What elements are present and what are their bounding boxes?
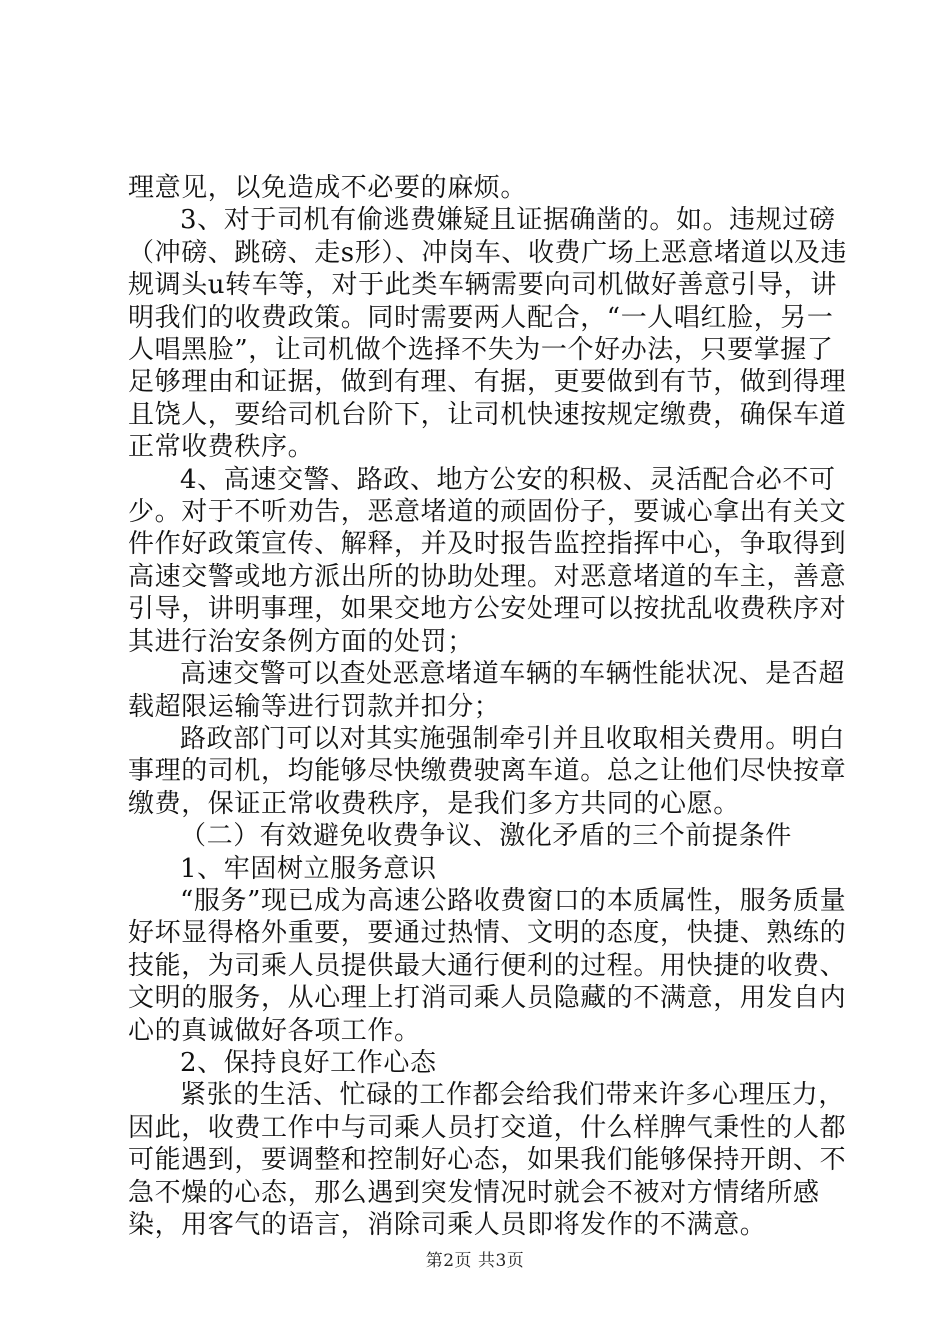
paragraph-road-admin: 路政部门可以对其实施强制牵引并且收取相关费用。明白事理的司机，均能够尽快缴费驶离车道。总之让他们尽快按章缴费，保证正常收费秩序，是我们多方共同的心愿。 xyxy=(128,723,847,819)
paragraph-attitude: 紧张的生活、忙碌的工作都会给我们带来许多心理压力，因此，收费工作中与司乘人员打交道，什么样脾气秉性的人都可能遇到，要调整和控制好心态，如果我们能够保持开朗、不急不燥的心态，那么遇到突发情况时就会不被对方情绪所感染，用客气的语言，消除司乘人员即将发作的不满意。 xyxy=(128,1080,847,1240)
page-number-footer: 第2页 共3页 xyxy=(425,1251,525,1271)
section-heading-2: （二）有效避免收费争议、激化矛盾的三个前提条件 xyxy=(180,821,792,852)
subheading-work-attitude: 2、保持良好工作心态 xyxy=(180,1047,437,1078)
paragraph-item-3: 3、对于司机有偷逃费嫌疑且证据确凿的。如。违规过磅（冲磅、跳磅、走s形）、冲岗车、收费广场上恶意堵道以及违规调头u转车等，对于此类车辆需要向司机做好善意引导，讲明我们的收费政策。同时需要两人配合，“一人唱红脸，另一人唱黑脸”，让司机做个选择不失为一个好办法，只要掌握了足够理由和证据，做到有理、有据，更要做到有节，做到得理且饶人，要给司机台阶下，让司机快速按规定缴费，确保车道正常收费秩序。 xyxy=(128,205,848,463)
paragraph-item-4: 4、高速交警、路政、地方公安的积极、灵活配合必不可少。对于不听劝告，恶意堵道的顽固份子，要诚心拿出有关文件作好政策宣传、解释，并及时报告监控指挥中心，争取得到高速交警或地方派出所的协助处理。对恶意堵道的车主，善意引导，讲明事理，如果交地方公安处理可以按扰乱收费秩序对其进行治安条例方面的处罚； xyxy=(128,464,847,657)
paragraph-service: “服务”现已成为高速公路收费窗口的本质属性，服务质量好坏显得格外重要，要通过热情、文明的态度，快捷、熟练的技能，为司乘人员提供最大通行便利的过程。用快捷的收费、文明的服务，从心理上打消司乘人员隐藏的不满意，用发自内心的真诚做好各项工作。 xyxy=(128,885,847,1046)
subheading-service-awareness: 1、牢固树立服务意识 xyxy=(180,853,437,884)
paragraph-continuation: 理意见，以免造成不必要的麻烦。 xyxy=(128,173,528,203)
paragraph-traffic-police: 高速交警可以查处恶意堵道车辆的车辆性能状况、是否超载超限运输等进行罚款并扣分； xyxy=(128,659,846,722)
document-body xyxy=(128,172,848,1241)
